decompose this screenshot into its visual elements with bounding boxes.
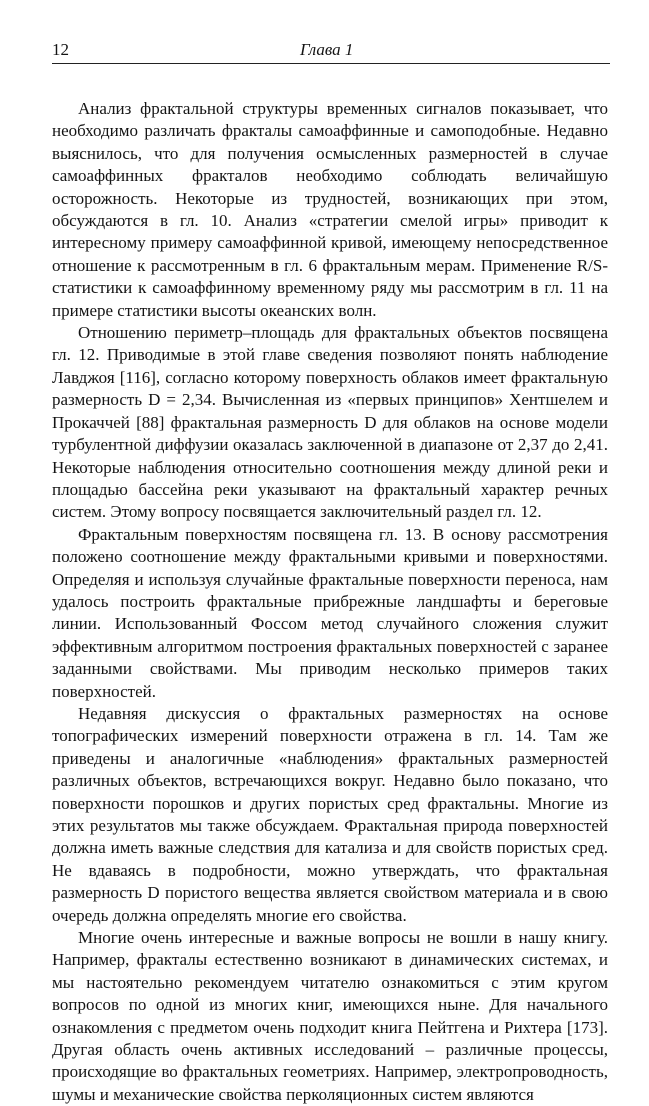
paragraph-other-topics: Многие очень интересные и важные вопросы не вошли в нашу книгу. Например, фракталы естественно возникают в динамических системах, и мы настоятельно рекомендуем читателю ознакомиться с этим кругом вопросов по одной из многих книг, имеющихся ныне. Для начального ознакомления с предметом очень подходит книга Пейтгена и Рихтера [173]. Другая область очень активных исследований – различные процессы, происходящие во фрактальных геометриях. Например, электропроводность, шумы и механические свойства перколяционных систем являются (52, 928, 608, 1104)
paragraph-topography: Недавняя дискуссия о фрактальных размерностях на основе топографических измерений поверхности отражена в гл. 14. Там же приведены и аналогичные «наблюдения» фрактальных размерностей различных объектов, встречающихся вокруг. Недавно было показано, что поверхности порошков и других пористых сред фрактальны. Многие из этих результатов мы также обсуждаем. Фрактальная природа поверхностей должна иметь важные следствия для катализа и для свойств пористых сред. Не вдаваясь в подробности, можно утверждать, что фрактальная размерность D пористого вещества является свойством материала и в свою очередь должна определять многие его свойства. (52, 703, 608, 925)
page-number: 12 (52, 40, 69, 59)
body-text (52, 98, 608, 1106)
paragraph-self-affine: Анализ фрактальной структуры временных сигналов показывает, что необходимо различать фракталы самоаффинные и самоподобные. Недавно выяснилось, что для получения осмысленных размерностей в случае самоаффинных фракталов необходимо соблюдать величайшую осторожность. Некоторые из трудностей, возникающих при этом, обсуждаются в гл. 10. Анализ «стратегии смелой игры» приводит к интересному примеру самоаффинной кривой, имеющему непосредственное отношение к рассмотренным в гл. 6 фрактальным мерам. Применение R/S-статистики к самоаффинному временному ряду мы рассмотрим в гл. 11 на примере статистики высоты океанских волн. (52, 99, 608, 320)
paragraph-perimeter-area: Отношению периметр–площадь для фрактальных объектов посвящена гл. 12. Приводимые в этой главе сведения позволяют понять наблюдение Лавджоя [116], согласно которому поверхность облаков имеет фрактальную размерность D = 2,34. Вычисленная из «первых принципов» Хентшелем и Прокаччей [88] фрактальная размерность D для облаков на основе модели турбулентной диффузии оказалась заключенной в диапазоне от 2,37 до 2,41. Некоторые наблюдения относительно соотношения между длиной реки и площадью бассейна реки указывают на фрактальный характер речных систем. Этому вопросу посвящается заключительный раздел гл. 12. (52, 323, 608, 522)
running-head (52, 40, 612, 62)
chapter-title: Глава 1 (300, 40, 354, 59)
paragraph-fractal-surfaces: Фрактальным поверхностям посвящена гл. 13. В основу рассмотрения положено соотношение между фрактальными кривыми и поверхностями. Определяя и используя случайные фрактальные поверхности переноса, нам удалось построить фрактальные прибрежные ландшафты и береговые линии. Использованный Фоссом метод случайного сложения служит эффективным алгоритмом построения фрактальных поверхностей с заранее заданными свойствами. Мы приводим несколько примеров таких поверхностей. (52, 524, 608, 701)
header-rule (52, 63, 610, 64)
